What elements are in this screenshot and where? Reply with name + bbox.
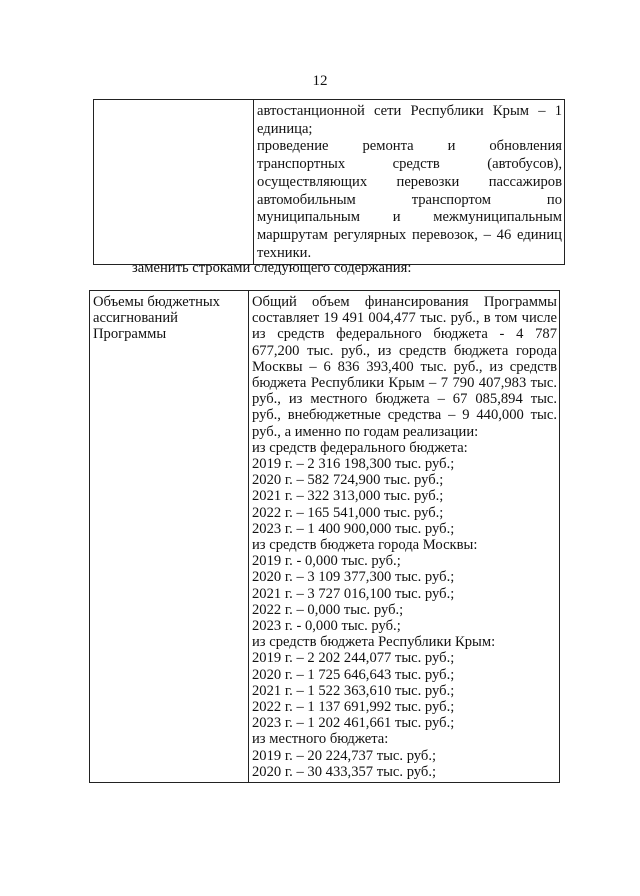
year-line: 2021 г. – 3 727 016,100 тыс. руб.;	[252, 585, 455, 602]
year-line: 2023 г. – 1 400 900,000 тыс. руб.;	[252, 520, 455, 537]
year-line: 2022 г. – 1 137 691,992 тыс. руб.;	[252, 699, 455, 716]
year-line: 2022 г. – 0,000 тыс. руб.;	[252, 601, 404, 618]
year-line: 2020 г. – 3 109 377,300 тыс. руб.;	[252, 569, 455, 586]
year-line: 2019 г. – 2 316 198,300 тыс. руб.;	[252, 456, 455, 473]
replacement-table	[89, 290, 560, 783]
instruction-paragraph: заменить строками следующего содержания:	[132, 260, 412, 276]
year-line: 2021 г. – 1 522 363,610 тыс. руб.;	[252, 682, 455, 699]
continued-line: проведение ремонта и обновления транспортных средств (автобусов), осуществляющих перевозки пассажиров автомобильным транспортом по муниципальным и межмуниципальным маршрутам регулярных перевозок, – 46 единиц техники.	[257, 138, 562, 261]
year-line: 2023 г. – 1 202 461,661 тыс. руб.;	[252, 715, 455, 732]
page-number: 12	[312, 73, 328, 89]
group-heading: из средств бюджета Республики Крым:	[252, 634, 496, 651]
group-heading: из местного бюджета:	[252, 731, 389, 748]
empty-left-cell	[94, 100, 254, 265]
year-line: 2019 г. - 0,000 тыс. руб.;	[252, 553, 401, 570]
table-row	[90, 291, 560, 783]
year-line: 2023 г. - 0,000 тыс. руб.;	[252, 618, 401, 635]
continued-line: автостанционной сети Республики Крым – 1 единица;	[257, 103, 562, 137]
content-cell	[249, 291, 560, 783]
year-line: 2020 г. – 30 433,357 тыс. руб.;	[252, 763, 437, 780]
group-heading: из средств федерального бюджета:	[252, 439, 468, 456]
year-line: 2019 г. – 2 202 244,077 тыс. руб.;	[252, 650, 455, 667]
label-cell	[90, 291, 249, 783]
year-line: 2021 г. – 322 313,000 тыс. руб.;	[252, 488, 444, 505]
group-heading: из средств бюджета города Москвы:	[252, 537, 478, 554]
year-line: 2022 г. – 165 541,000 тыс. руб.;	[252, 504, 444, 521]
table-row	[94, 100, 565, 265]
continued-text-cell	[254, 100, 565, 265]
year-line: 2020 г. – 1 725 646,643 тыс. руб.;	[252, 666, 455, 683]
continued-table	[93, 99, 565, 265]
year-line: 2019 г. – 20 224,737 тыс. руб.;	[252, 747, 437, 764]
row-label: Объемы бюджетных ассигнований Программы	[93, 294, 220, 343]
year-line: 2020 г. – 582 724,900 тыс. руб.;	[252, 472, 444, 489]
financing-intro: Общий объем финансирования Программы составляет 19 491 004,477 тыс. руб., в том числе из средств федерального бюджета - 4 787 677,200 тыс. руб., из средств бюджета города Москвы – 6 836 393,400 тыс. руб., из средств бюджета Республики Крым – 7 790 407,983 тыс. руб., из местного бюджета – 67 085,894 тыс. руб., внебюджетные средства – 9 440,000 тыс. руб., а именно по годам реализации:	[252, 294, 557, 440]
